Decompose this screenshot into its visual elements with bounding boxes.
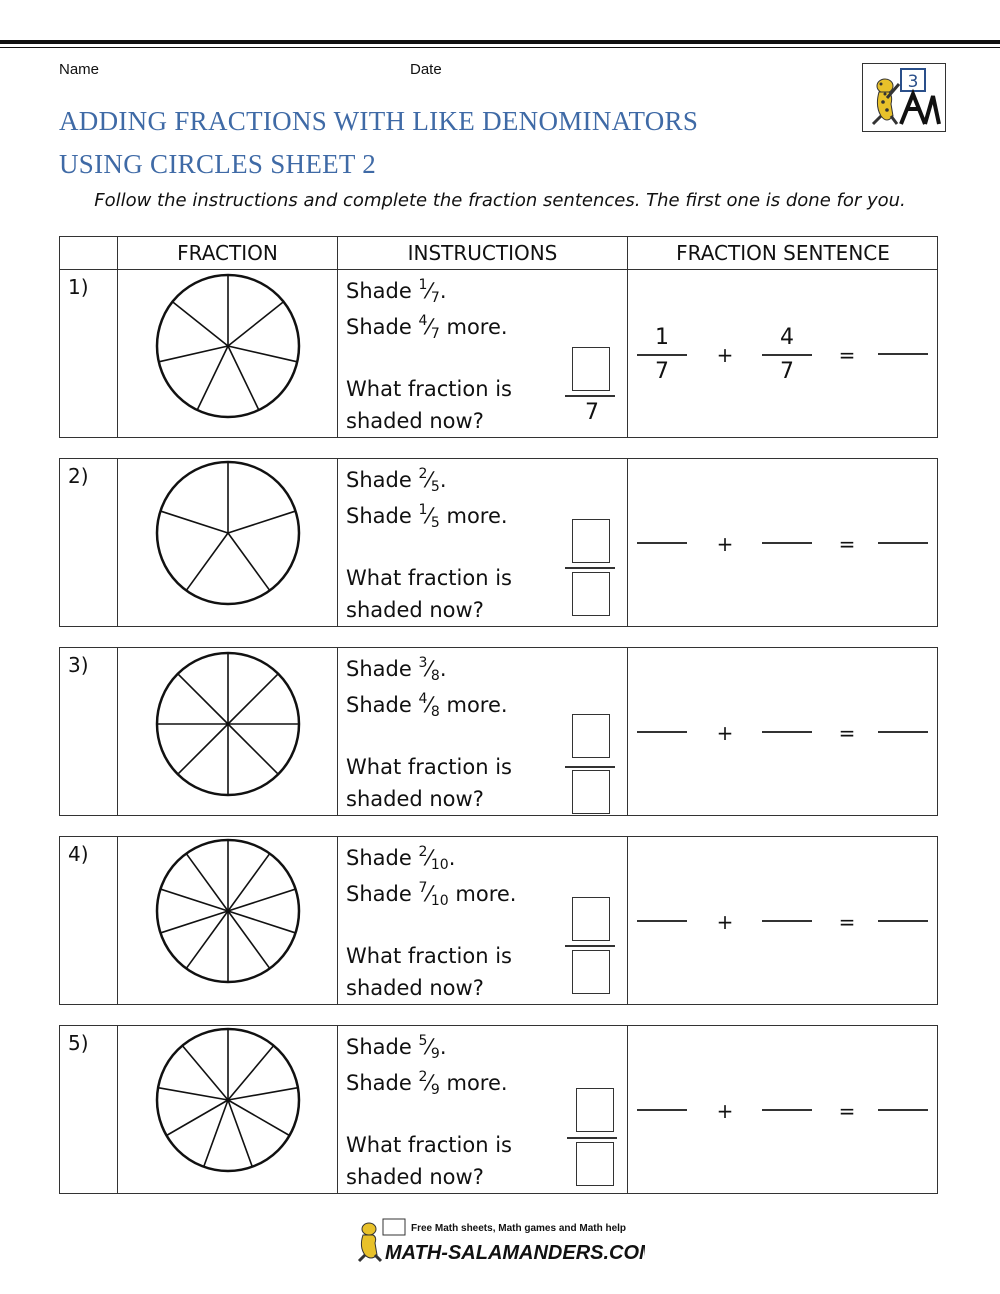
worksheet-title-line1: ADDING FRACTIONS WITH LIKE DENOMINATORS [59,106,699,136]
prompt-line1: What fraction is [346,755,512,779]
sentence-b-blank[interactable] [762,731,812,733]
shade-instruction: Shade $^2⁄_{10}$. [346,844,456,873]
footer-logo [355,1215,645,1265]
question-number: 5) [68,1031,89,1055]
shade-instruction: Shade $^2⁄_5$. [346,466,447,495]
shade-more-instruction: Shade $^2⁄_9$ more. [346,1069,508,1098]
answer-fraction-bar [565,567,615,569]
plus-sign: + [716,343,734,367]
shade-more-instruction: Shade $^7⁄_{10}$ more. [346,880,517,909]
answer-denominator: 7 [585,400,599,425]
answer-denominator-box[interactable] [572,770,610,814]
equals-sign: = [838,910,856,934]
top-rule-thin [0,47,1000,48]
instructions-text: Follow the instructions and complete the fraction sentences. The first one is done for you. [94,190,906,211]
shade-instruction: Shade $^3⁄_8$. [346,655,447,684]
sentence-a-blank[interactable] [637,542,687,544]
sentence-b-blank[interactable] [762,920,812,922]
shade-more-instruction: Shade $^4⁄_7$ more. [346,313,508,342]
fraction-circle-tenths [154,837,302,985]
sentence-answer-blank[interactable] [878,542,928,544]
sentence-b-bar [762,354,812,356]
sentence-answer-blank[interactable] [878,353,928,355]
prompt-line2: shaded now? [346,409,484,433]
sentence-a-denominator: 7 [655,359,669,384]
answer-numerator-box[interactable] [572,519,610,563]
shade-more-instruction: Shade $^1⁄_5$ more. [346,502,508,531]
header-fraction: FRACTION [177,241,278,265]
header-fraction-sentence: FRACTION SENTENCE [676,241,890,265]
shade-instruction: Shade $^5⁄_9$. [346,1033,447,1062]
salamander-logo [862,63,946,132]
fraction-circle-fifths [154,459,302,607]
answer-denominator-box[interactable] [576,1142,614,1186]
sentence-a-blank[interactable] [637,920,687,922]
sentence-answer-blank[interactable] [878,1109,928,1111]
fraction-circle-ninths [154,1026,302,1174]
prompt-line2: shaded now? [346,1165,484,1189]
footer-site-name: MATH-SALAMANDERS.COM [385,1242,645,1264]
question-5-table [59,1025,938,1194]
question-1-table [59,236,938,438]
header-instructions: INSTRUCTIONS [407,241,558,265]
sentence-a-blank[interactable] [637,1109,687,1111]
plus-sign: + [716,1099,734,1123]
sentence-b-blank[interactable] [762,542,812,544]
footer-tagline: Free Math sheets, Math games and Math help [411,1223,627,1234]
question-number: 1) [68,275,89,299]
answer-numerator-box[interactable] [576,1088,614,1132]
sentence-a-bar [637,354,687,356]
answer-numerator-box[interactable] [572,714,610,758]
equals-sign: = [838,721,856,745]
answer-fraction-bar [565,945,615,947]
answer-fraction-bar [565,766,615,768]
sentence-answer-blank[interactable] [878,731,928,733]
prompt-line2: shaded now? [346,787,484,811]
equals-sign: = [838,343,856,367]
answer-numerator-box[interactable] [572,897,610,941]
answer-fraction-bar [565,395,615,397]
question-number: 2) [68,464,89,488]
question-4-table [59,836,938,1005]
answer-denominator-box[interactable] [572,950,610,994]
worksheet-title-line2: USING CIRCLES SHEET 2 [59,149,377,179]
fraction-circle-eighths [154,650,302,798]
plus-sign: + [716,910,734,934]
sentence-b-blank[interactable] [762,1109,812,1111]
answer-numerator-box[interactable] [572,347,610,391]
shade-more-instruction: Shade $^4⁄_8$ more. [346,691,508,720]
prompt-line1: What fraction is [346,377,512,401]
sentence-b-numerator: 4 [780,325,794,350]
prompt-line2: shaded now? [346,598,484,622]
sentence-a-numerator: 1 [655,325,669,350]
question-3-table [59,647,938,816]
date-label: Date [410,61,442,78]
sentence-a-blank[interactable] [637,731,687,733]
equals-sign: = [838,1099,856,1123]
sentence-answer-blank[interactable] [878,920,928,922]
sentence-b-denominator: 7 [780,359,794,384]
question-number: 3) [68,653,89,677]
prompt-line2: shaded now? [346,976,484,1000]
answer-denominator-box[interactable] [572,572,610,616]
logo-grade-badge: 3 [907,72,919,92]
question-number: 4) [68,842,89,866]
fraction-circle-sevenths [154,272,302,420]
name-label: Name [59,61,100,78]
plus-sign: + [716,532,734,556]
prompt-line1: What fraction is [346,1133,512,1157]
top-rule-thick [0,40,1000,44]
answer-fraction-bar [567,1137,617,1139]
prompt-line1: What fraction is [346,566,512,590]
plus-sign: + [716,721,734,745]
equals-sign: = [838,532,856,556]
prompt-line1: What fraction is [346,944,512,968]
shade-instruction: Shade $^1⁄_7$. [346,277,447,306]
question-2-table [59,458,938,627]
